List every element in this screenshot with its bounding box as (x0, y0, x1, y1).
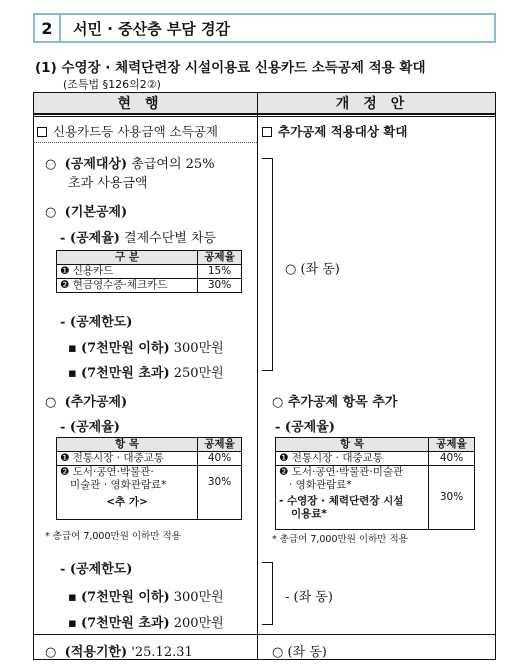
current-heading: 신용카드등 사용금액 소득공제 (37, 122, 218, 140)
revised-add-rate-table (275, 437, 475, 530)
table-header: 항 목 (276, 438, 429, 452)
table-header: 공제율 (198, 438, 242, 452)
basic-rate-table (56, 250, 242, 293)
revised-footnote: * 총급여 7,000만원 이하만 적용 (272, 534, 408, 545)
header-double-rule (33, 114, 496, 117)
column-divider (257, 92, 258, 660)
dotted-divider (33, 142, 257, 143)
additional-deduction: ○ (추가공제) (45, 395, 128, 410)
limit-label: - (공제한도) (60, 315, 133, 330)
section-title: 서민 · 중산층 부담 경감 (73, 19, 230, 38)
add-limit-2: ▪ (7천만원 초과) 200만원 (68, 616, 224, 631)
table-header: 공제율 (198, 251, 242, 265)
footnote: * 총급여 7,000만원 이하만 적용 (45, 531, 181, 542)
same-as-current-2: - (좌 동) (285, 590, 333, 605)
row-divider (33, 634, 496, 635)
revised-rate-label: - (공제율) (275, 420, 335, 435)
same-as-current-3: ○ (좌 동) (272, 645, 327, 660)
bracket (262, 562, 273, 625)
section-number: 2 (35, 15, 61, 41)
deduction-target: ○ (공제대상) 총급여의 25% (45, 157, 215, 172)
table-row: ❶ 신용카드 15% (57, 265, 242, 279)
table-row: ❷ 현금영수증·체크카드 30% (57, 279, 242, 293)
table-row: ❷ 도서·공연·박물관· 미술관 · 영화관람료* <추 가> 30% (57, 466, 242, 520)
limit-2: ▪ (7천만원 초과) 250만원 (68, 366, 224, 381)
limit-1: ▪ (7천만원 이하) 300만원 (68, 341, 224, 356)
section-header (33, 13, 496, 43)
table-header: 공제율 (429, 438, 475, 452)
basic-deduction: ○ (기본공제) (45, 205, 128, 220)
add-rate-table (56, 437, 242, 520)
table-row: ❷ 도서·공연·박물관·미술관 · 영화관람료* - 수영장 · 체력단련장 시설 이용료* 30% (276, 466, 475, 530)
bracket (262, 158, 273, 371)
table-header: 항 목 (57, 438, 198, 452)
deduction-target-cont: 초과 사용금액 (68, 176, 148, 191)
add-limit-label: - (공제한도) (60, 562, 133, 577)
add-rate-label: - (공제율) (60, 420, 120, 435)
same-as-current-1: ○ (좌 동) (285, 262, 340, 277)
header-revised: 개정안 (335, 96, 419, 112)
checkbox-icon (37, 127, 47, 137)
table-header: 구 분 (57, 251, 198, 265)
application-period: ○ (적용기한) '25.12.31 (45, 645, 193, 660)
checkbox-icon (262, 127, 272, 137)
header-current: 현행 (117, 96, 173, 112)
subsection-title: (1) 수영장 · 체력단련장 시설이용료 신용카드 소득공제 적용 확대 (35, 60, 426, 76)
add-item-heading: ○ 추가공제 항목 추가 (272, 395, 398, 410)
table-row: ❶ 전통시장 · 대중교통 40% (276, 452, 475, 466)
basic-rate: - (공제율) 결제수단별 차등 (60, 231, 217, 246)
table-row: ❶ 전통시장 · 대중교통 40% (57, 452, 242, 466)
add-limit-1: ▪ (7천만원 이하) 300만원 (68, 590, 224, 605)
revised-heading: 추가공제 적용대상 확대 (262, 122, 407, 140)
law-reference: (조특법 §126의2②) (63, 78, 161, 91)
